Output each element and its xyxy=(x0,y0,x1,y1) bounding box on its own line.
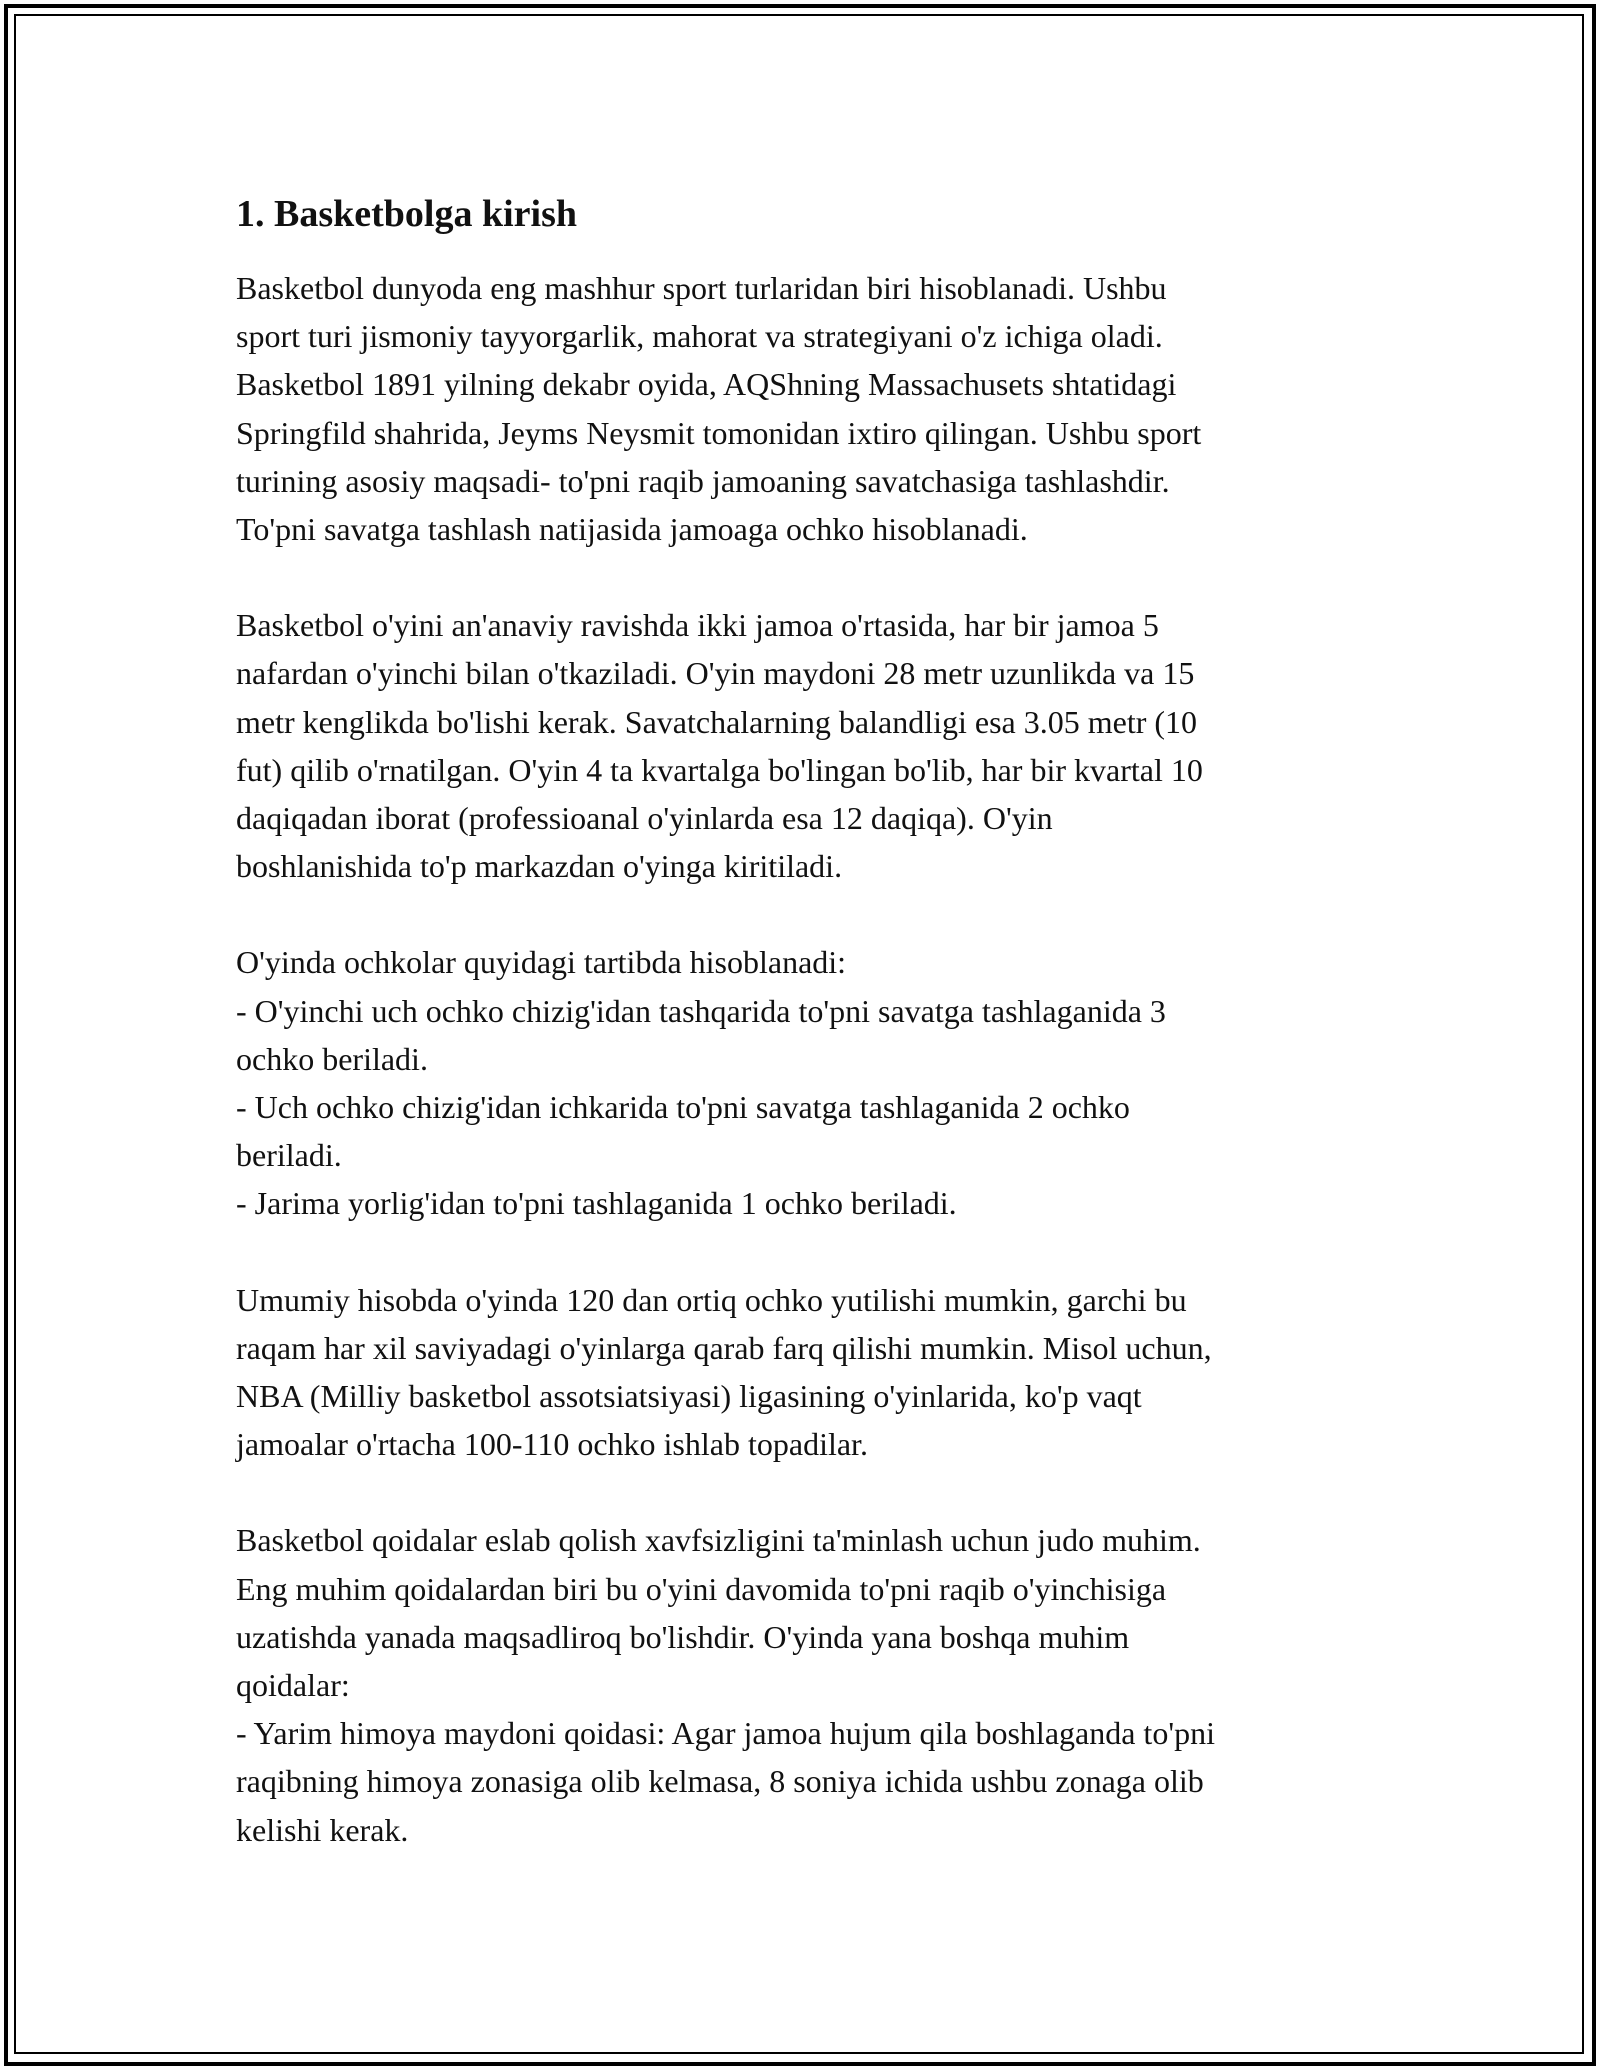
text-line: metr kenglikda bo'lishi kerak. Savatchalarning balandligi esa 3.05 metr (10 xyxy=(236,703,1198,740)
text-line: Basketbol 1891 yilning dekabr oyida, AQShning Massachusets shtatidagi xyxy=(236,366,1177,403)
text-line: qoidalar: xyxy=(236,1667,350,1704)
text-line: NBA (Milliy basketbol assotsiatsiyasi) ligasining o'yinlarida, ko'p vaqt xyxy=(236,1378,1142,1415)
text-line: O'yinda ochkolar quyidagi tartibda hisoblanadi: xyxy=(236,944,847,981)
text-line: boshlanishida to'p markazdan o'yinga kiritiladi. xyxy=(236,848,843,885)
text-line: nafardan o'yinchi bilan o'tkaziladi. O'yin maydoni 28 metr uzunlikda va 15 xyxy=(236,655,1195,692)
text-line: sport turi jismoniy tayyorgarlik, mahorat va strategiyani o'z ichiga oladi. xyxy=(236,318,1163,355)
text-line: turining asosiy maqsadi- to'pni raqib jamoaning savatchasiga tashlashdir. xyxy=(236,462,1170,499)
text-line: Basketbol qoidalar eslab qolish xavfsizligini ta'minlash uchun judo muhim. xyxy=(236,1522,1201,1559)
text-line: raqibning himoya zonasiga olib kelmasa, 8 soniya ichida ushbu zonaga olib xyxy=(236,1763,1204,1800)
text-line: uzatishda yanada maqsadliroq bo'lishdir. O'yinda yana boshqa muhim xyxy=(236,1618,1130,1655)
section-heading: 1. Basketbolga kirish xyxy=(236,193,578,235)
text-line: beriladi. xyxy=(236,1137,342,1174)
list-item: - Uch ochko chizig'idan ichkarida to'pni savatga tashlaganida 2 ochko xyxy=(236,1089,1130,1126)
text-line: To'pni savatga tashlash natijasida jamoaga ochko hisoblanadi. xyxy=(236,511,1028,548)
document-body xyxy=(236,186,1386,1902)
paragraph-scoring xyxy=(236,938,1386,1227)
paragraph-rules xyxy=(236,1516,1386,1853)
text-line: Basketbol dunyoda eng mashhur sport turlaridan biri hisoblanadi. Ushbu xyxy=(236,270,1167,306)
text-line: Eng muhim qoidalardan biri bu o'yini davomida to'pni raqib o'yinchisiga xyxy=(236,1570,1167,1607)
paragraph-introduction xyxy=(236,264,1386,553)
text-line: fut) qilib o'rnatilgan. O'yin 4 ta kvartalga bo'lingan bo'lib, har bir kvartal 10 xyxy=(236,751,1203,788)
list-item: - Jarima yorlig'idan to'pni tashlaganida 1 ochko beriladi. xyxy=(236,1185,957,1222)
list-item: - O'yinchi uch ochko chizig'idan tashqarida to'pni savatga tashlaganida 3 xyxy=(236,992,1166,1029)
text-line: ochko beriladi. xyxy=(236,1040,428,1077)
paragraph-total-score xyxy=(236,1276,1386,1469)
text-line: daqiqadan iborat (professioanal o'yinlarda esa 12 daqiqa). O'yin xyxy=(236,800,1053,837)
text-line: Basketbol o'yini an'anaviy ravishda ikki jamoa o'rtasida, har bir jamoa 5 xyxy=(236,607,1159,644)
text-line: kelishi kerak. xyxy=(236,1811,409,1848)
paragraph-game-format xyxy=(236,601,1386,890)
list-item: - Yarim himoya maydoni qoidasi: Agar jamoa hujum qila boshlaganda to'pni xyxy=(236,1715,1215,1752)
text-line: raqam har xil saviyadagi o'yinlarga qarab farq qilishi mumkin. Misol uchun, xyxy=(236,1329,1212,1366)
text-line: Umumiy hisobda o'yinda 120 dan ortiq ochko yutilishi mumkin, garchi bu xyxy=(236,1281,1187,1318)
text-line: jamoalar o'rtacha 100-110 ochko ishlab topadilar. xyxy=(236,1426,868,1463)
text-line: Springfild shahrida, Jeyms Neysmit tomonidan ixtiro qilingan. Ushbu sport xyxy=(236,414,1202,451)
